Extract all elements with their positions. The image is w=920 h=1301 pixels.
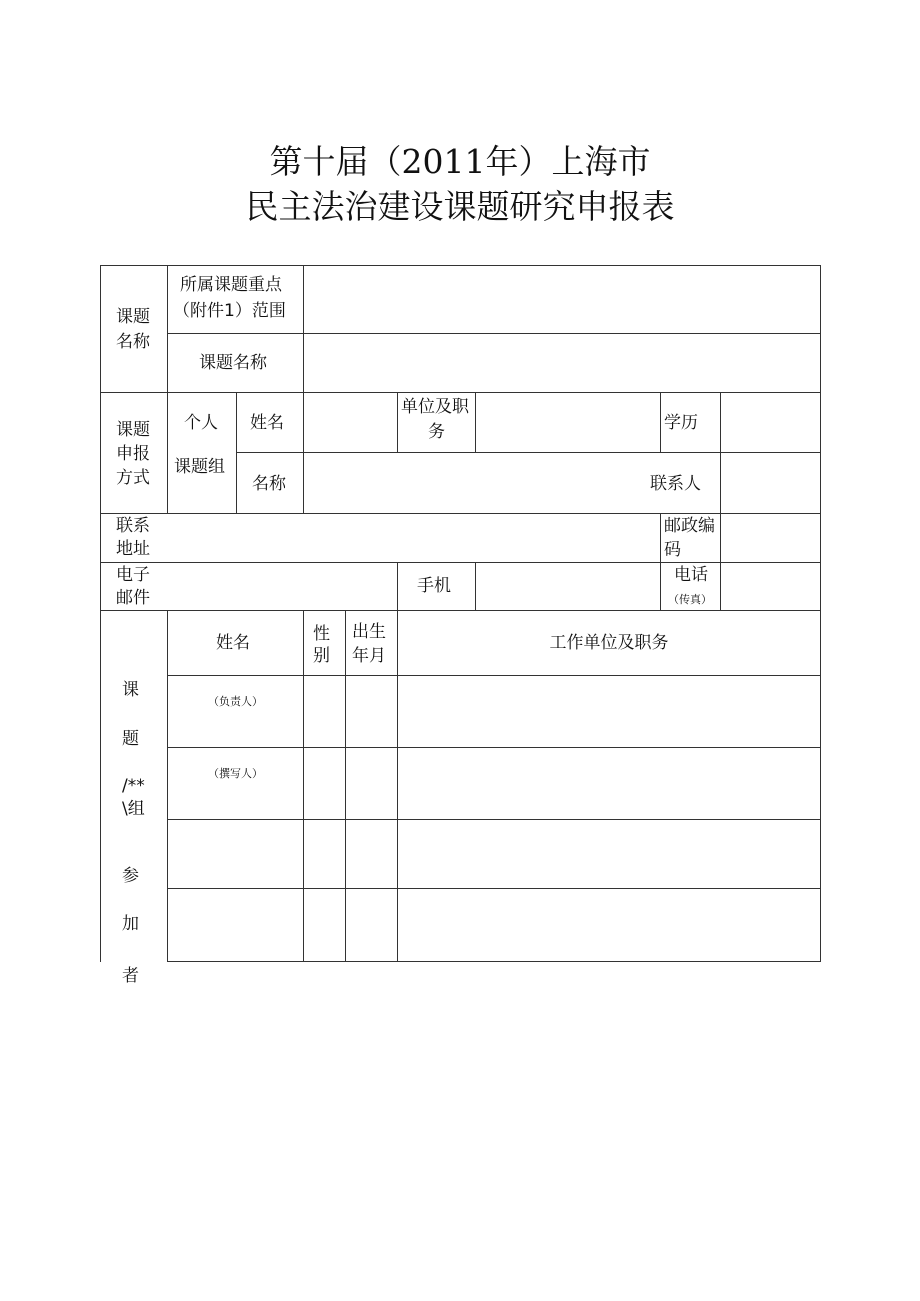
col-header-name: 姓名 xyxy=(216,633,250,653)
address-label-line2: 地址 xyxy=(116,539,150,559)
table-row[interactable] xyxy=(168,748,820,818)
topic-scope-label-line1: 所属课题重点 xyxy=(180,275,282,295)
participants-side-label-5: 参 xyxy=(122,866,139,886)
topic-name-field[interactable] xyxy=(304,334,819,391)
participants-side-label-7: 者 xyxy=(122,966,139,986)
group-label: 课题组 xyxy=(174,457,225,477)
contact-person-field[interactable] xyxy=(721,453,819,512)
mobile-label: 手机 xyxy=(417,576,451,596)
postcode-field[interactable] xyxy=(721,514,819,561)
fax-label: （传真） xyxy=(668,593,712,606)
participants-side-label-1: 课 xyxy=(122,680,139,700)
page-title-line1: 第十届（2011年）上海市 xyxy=(269,142,651,181)
participants-side-label-6: 加 xyxy=(122,914,139,934)
participants-side-label-3: /** xyxy=(122,776,145,796)
table-line xyxy=(100,392,820,393)
address-field[interactable] xyxy=(168,514,659,561)
phone-label: 电话 xyxy=(674,565,708,585)
table-row[interactable] xyxy=(168,676,820,746)
postcode-label-line2: 码 xyxy=(664,540,681,560)
table-border-right xyxy=(820,265,821,962)
apply-method-label-line1: 课题 xyxy=(116,420,150,440)
col-header-birth-line2: 年月 xyxy=(352,646,386,666)
apply-method-label-line3: 方式 xyxy=(116,468,150,488)
email-field[interactable] xyxy=(168,563,396,609)
table-line xyxy=(660,513,661,610)
contact-person-label: 联系人 xyxy=(650,474,701,494)
writer-note: （撰写人） xyxy=(208,767,263,780)
mobile-field[interactable] xyxy=(476,563,659,609)
education-field[interactable] xyxy=(721,393,819,451)
email-label-line1: 电子 xyxy=(116,565,150,585)
group-name-label: 名称 xyxy=(252,474,286,494)
col-header-work-unit: 工作单位及职务 xyxy=(549,633,669,653)
address-label-line1: 联系 xyxy=(116,516,150,536)
topic-scope-label-line2: （附件1）范围 xyxy=(173,301,286,321)
email-label-line2: 邮件 xyxy=(116,588,150,608)
education-label: 学历 xyxy=(664,413,698,433)
participants-side-label-2: 题 xyxy=(122,729,139,749)
table-line xyxy=(397,392,398,453)
topic-label-line1: 课题 xyxy=(116,307,150,327)
col-header-gender-line2: 别 xyxy=(313,646,330,666)
table-border-bottom xyxy=(167,961,820,962)
applicant-name-label: 姓名 xyxy=(250,413,284,433)
table-line xyxy=(397,562,398,610)
topic-name-label: 课题名称 xyxy=(199,353,267,373)
individual-label: 个人 xyxy=(184,413,218,433)
table-line xyxy=(167,265,168,513)
participants-side-label-4: \组 xyxy=(122,799,145,819)
postcode-label-line1: 邮政编 xyxy=(664,516,715,536)
col-header-birth-line1: 出生 xyxy=(352,622,386,642)
leader-note: （负责人） xyxy=(208,695,263,708)
phone-field[interactable] xyxy=(721,563,819,609)
unit-position-label-line2: 务 xyxy=(428,422,445,442)
col-header-gender-line1: 性 xyxy=(313,624,330,644)
topic-scope-field[interactable] xyxy=(304,266,819,332)
table-line xyxy=(236,392,237,513)
apply-method-label-line2: 申报 xyxy=(116,444,150,464)
topic-label-line2: 名称 xyxy=(116,332,150,352)
page-title-line2: 民主法治建设课题研究申报表 xyxy=(245,187,675,226)
table-row[interactable] xyxy=(168,889,820,960)
unit-position-label-line1: 单位及职 xyxy=(401,397,469,417)
table-row[interactable] xyxy=(168,820,820,887)
group-name-field[interactable] xyxy=(304,453,644,512)
table-line xyxy=(660,392,661,453)
table-border-left xyxy=(100,265,101,962)
unit-position-field[interactable] xyxy=(476,393,659,451)
applicant-name-field[interactable] xyxy=(304,393,396,451)
table-line xyxy=(100,610,820,611)
